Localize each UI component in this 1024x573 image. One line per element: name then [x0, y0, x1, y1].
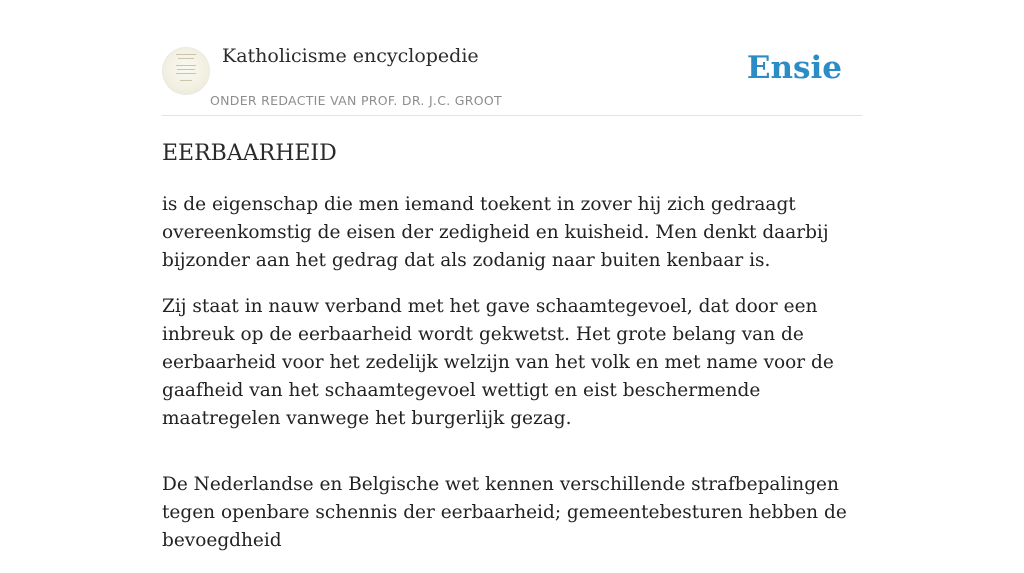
article-paragraph: De Nederlandse en Belgische wet kennen verschillende strafbepalingen tegen openbare schennis der eerbaarheid; gemeentebesturen hebben de bevoegdheid — [162, 474, 847, 551]
brand-logo[interactable]: Ensie — [746, 50, 842, 86]
article — [162, 138, 862, 573]
site-header — [162, 0, 862, 116]
book-title[interactable]: Katholicisme encyclopedie — [222, 45, 479, 67]
book-editor: ONDER REDACTIE VAN PROF. DR. J.C. GROOT — [210, 93, 502, 108]
book-cover-icon[interactable] — [162, 47, 210, 95]
article-paragraph: is de eigenschap die men iemand toekent in zover hij zich gedraagt overeenkomstig de eisen der zedigheid en kuisheid. Men denkt daarbij bijzonder aan het gedrag dat als zodanig naar buiten kenbaar is. — [162, 194, 829, 271]
article-paragraph: Zij staat in nauw verband met het gave schaamtegevoel, dat door een inbreuk op de eerbaarheid wordt gekwetst. Het grote belang van de eerbaarheid voor het zedelijk welzijn van het volk en met name voor de gaafheid van het schaamtegevoel wettigt en eist beschermende maatregelen vanwege het burgerlijk gezag. — [162, 296, 834, 429]
article-title: EERBAARHEID — [162, 141, 337, 166]
